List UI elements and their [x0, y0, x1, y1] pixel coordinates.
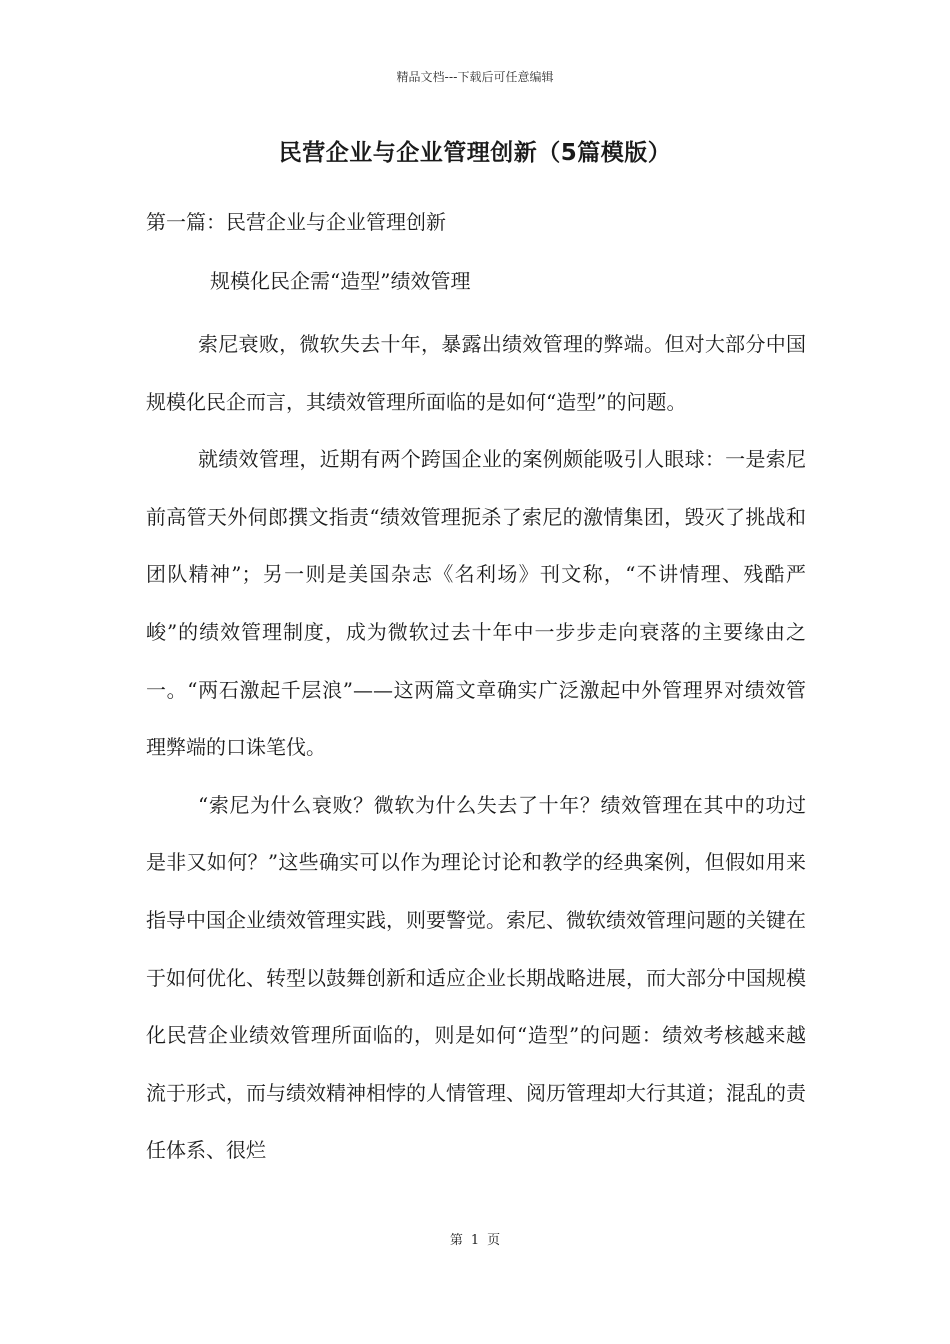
- section-heading: 第一篇：民营企业与企业管理创新: [146, 210, 446, 234]
- page-footer: [0, 1229, 950, 1248]
- body-paragraph-3: “索尼为什么衰败？微软为什么失去了十年？绩效管理在其中的功过是非又如何？”这些确实可以作为理论讨论和教学的经典案例，但假如用来指导中国企业绩效管理实践，则要警觉。索尼、微软绩效管理问题的关键在于如何优化、转型以鼓舞创新和适应企业长期战略进展，而大部分中国规模化民营企业绩效管理所面临的，则是如何“造型”的问题：绩效考核越来越流于形式，而与绩效精神相悖的人情管理、阅历管理却大行其道；混乱的责任体系、很烂: [146, 792, 806, 1163]
- page-header: 精品文档---下载后可任意编辑: [396, 70, 554, 84]
- body-paragraph-2: 就绩效管理，近期有两个跨国企业的案例颇能吸引人眼球：一是索尼前高管天外伺郎撰文指责“绩效管理扼杀了索尼的激情集团，毁灭了挑战和团队精神”；另一则是美国杂志《名利场》刊文称，“不讲情理、残酷严峻”的绩效管理制度，成为微软过去十年中一步步走向衰落的主要缘由之一。“两石激起千层浪”——这两篇文章确实广泛激起中外管理界对绩效管理弊端的口诛笔伐。: [146, 447, 806, 760]
- page-number: 1: [470, 1233, 480, 1248]
- page-label-suffix: 页: [487, 1233, 501, 1248]
- article-body: [146, 316, 806, 1180]
- body-paragraph-1: 索尼衰败，微软失去十年，暴露出绩效管理的弊端。但对大部分中国规模化民企而言，其绩效管理所面临的是如何“造型”的问题。: [146, 332, 806, 414]
- article-subheading: 规模化民企需“造型”绩效管理: [210, 269, 471, 293]
- document-title: 民营企业与企业管理创新（5篇模版）: [278, 140, 672, 166]
- page-label-prefix: 第: [449, 1233, 463, 1248]
